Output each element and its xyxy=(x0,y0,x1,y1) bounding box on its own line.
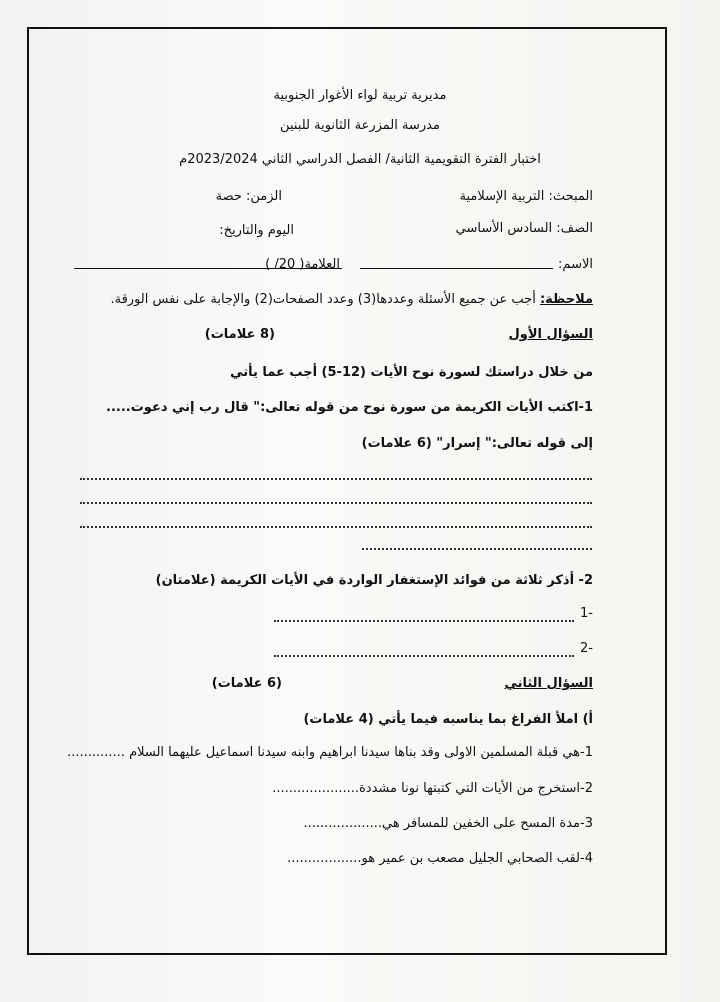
exam-note xyxy=(110,291,593,309)
q1-item2-answer2-label: -2 xyxy=(580,641,593,656)
note-text: أجب عن جميع الأسئلة وعددها(3) وعدد الصفحات(2) والإجابة على نفس الورقة. xyxy=(110,292,540,307)
q1-intro: من خلال دراستك لسورة نوح الأيات (12-5) أجب عما يأتي xyxy=(230,365,593,380)
mark-label: العلامة( 20/ ) xyxy=(265,257,340,272)
answer-line-2[interactable] xyxy=(80,502,592,504)
q1-item1-part1: 1-اكتب الأيات الكريمة من سورة نوح من قوله تعالى:" قال رب إني دعوت..... xyxy=(106,400,593,415)
q2-part-a: أ) املأ الفراغ بما يناسبه فيما يأتي (4 علامات) xyxy=(303,712,593,727)
note-label: ملاحظة: xyxy=(539,292,593,307)
q1-item2: 2- أذكر ثلاثة من فوائد الإستغفار الواردة في الأيات الكريمة (علامتان) xyxy=(155,573,593,588)
q1-title: السؤال الأول xyxy=(508,327,593,342)
q2-item-4: 4-لقب الصحابي الجليل مصعب بن عمير هو.................. xyxy=(287,851,593,866)
student-name-label: الاسم: xyxy=(558,257,593,272)
q2-item-3: 3-مدة المسح على الخفين للمسافر هي................... xyxy=(303,816,593,831)
exam-title: اختبار الفترة التقويمية الثانية/ الفصل الدراسي الثاني 2023/2024م xyxy=(179,152,541,167)
q1-item1-part2: إلى قوله تعالى:" إسرار" (6 علامات) xyxy=(361,436,593,451)
subject-label: المبحث: التربية الإسلامية xyxy=(459,189,593,204)
q1-marks: (8 علامات) xyxy=(204,327,275,342)
answer-line-1[interactable] xyxy=(80,478,592,480)
q2-marks: (6 علامات) xyxy=(211,676,282,691)
q1-item2-answer2-line[interactable] xyxy=(274,655,574,657)
mark-line xyxy=(74,268,342,269)
time-label: الزمن: حصة xyxy=(215,189,282,204)
q2-item-1: 1-هي قبلة المسلمين الاولى وقد بناها سيدنا ابراهيم وابنه سيدنا اسماعيل عليهما السلام .............. xyxy=(67,745,593,760)
student-name-line[interactable] xyxy=(360,268,553,269)
answer-line-3[interactable] xyxy=(80,526,592,528)
directorate-title: مديرية تربية لواء الأغوار الجنوبية xyxy=(273,88,447,103)
day-date-label: اليوم والتاريخ: xyxy=(219,223,294,238)
answer-line-4[interactable] xyxy=(362,548,592,550)
q2-item-2: 2-استخرج من الأيات التي كتبتها نونا مشددة..................... xyxy=(272,781,593,796)
school-name: مدرسة المزرعة الثانوية للبنين xyxy=(280,118,440,133)
q2-title: السؤال الثاني xyxy=(504,676,593,691)
q1-item2-answer1-label: -1 xyxy=(580,606,593,621)
q1-item2-answer1-line[interactable] xyxy=(274,620,574,622)
grade-label: الصف: السادس الأساسي xyxy=(455,221,593,236)
